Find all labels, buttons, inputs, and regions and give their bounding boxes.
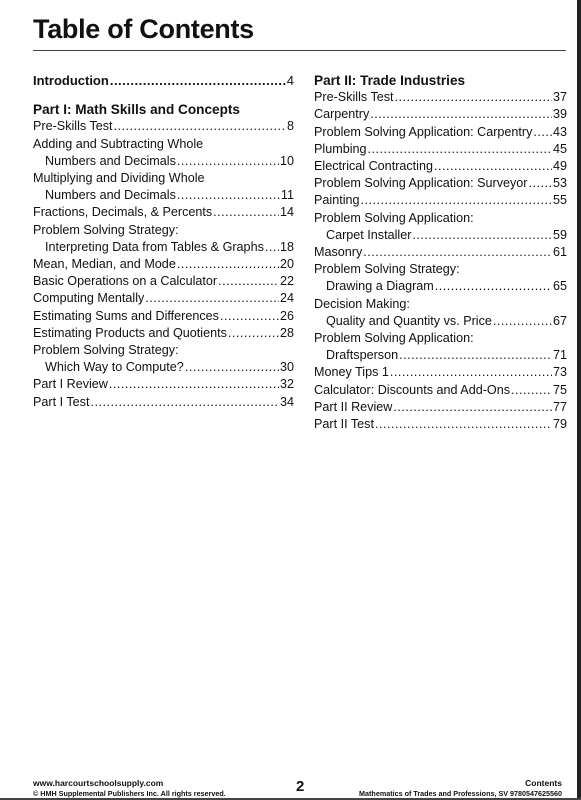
dot-leader <box>395 89 552 106</box>
part2-heading: Part II: Trade Industries <box>314 73 466 88</box>
toc-entry <box>33 239 294 256</box>
entry-page: 4 <box>286 73 294 88</box>
entry-line1: Problem Solving Strategy: <box>33 222 179 237</box>
entry-line1: Problem Solving Strategy: <box>314 262 460 277</box>
dot-leader <box>390 364 552 381</box>
entry-page: 28 <box>279 325 294 340</box>
entry-title: Drawing a Diagram <box>326 279 434 294</box>
entry-title: Estimating Products and Quotients <box>33 325 227 340</box>
right-column <box>314 72 567 433</box>
entry-line1: Adding and Subtracting Whole <box>33 136 204 151</box>
dot-leader <box>110 72 286 89</box>
entry-page: 8 <box>286 119 294 134</box>
entry-title: Part II Test <box>314 417 374 432</box>
toc-entry <box>33 118 294 135</box>
entry-page: 65 <box>552 279 567 294</box>
entry-title: Introduction <box>33 73 109 88</box>
entry-title: Quality and Quantity vs. Price <box>326 313 492 328</box>
entry-page: 75 <box>552 382 567 397</box>
dot-leader <box>370 106 552 123</box>
toc-entry <box>33 153 294 170</box>
entry-page: 67 <box>552 313 567 328</box>
entry-line1: Multiplying and Dividing Whole <box>33 171 205 186</box>
entry-page: 30 <box>279 360 294 375</box>
dot-leader <box>213 204 279 221</box>
entry-page: 71 <box>552 348 567 363</box>
dot-leader <box>529 175 552 192</box>
dot-leader <box>185 359 279 376</box>
toc-entry <box>33 325 294 342</box>
left-column <box>33 72 294 411</box>
entry-page: 10 <box>279 153 294 168</box>
entry-title: Problem Solving Application: Carpentry <box>314 124 533 139</box>
entry-title: Fractions, Decimals, & Percents <box>33 205 213 220</box>
entry-title: Carpet Installer <box>326 227 412 242</box>
entry-page: 11 <box>280 188 294 203</box>
footer-section: Contents <box>525 778 562 788</box>
dot-leader <box>228 325 279 342</box>
dot-leader <box>368 141 552 158</box>
entry-title: Which Way to Compute? <box>45 360 184 375</box>
dot-leader <box>412 227 552 244</box>
entry-title: Plumbing <box>314 141 367 156</box>
toc-entry <box>33 273 294 290</box>
entry-title: Interpreting Data from Tables & Graphs <box>45 239 264 254</box>
toc-entry <box>314 382 567 399</box>
dot-leader <box>177 153 279 170</box>
toc-entry <box>314 227 567 244</box>
entry-title: Masonry <box>314 245 363 260</box>
dot-leader <box>393 399 552 416</box>
dot-leader <box>493 313 552 330</box>
entry-line1: Problem Solving Application: <box>314 210 474 225</box>
entry-title: Money Tips 1 <box>314 365 389 380</box>
toc-entry <box>314 399 567 416</box>
toc-entry <box>314 106 567 123</box>
entry-title: Carpentry <box>314 107 370 122</box>
toc-entry <box>314 124 567 141</box>
toc-entry <box>33 308 294 325</box>
entry-title: Numbers and Decimals <box>45 153 176 168</box>
entry-title: Problem Solving Application: Surveyor <box>314 176 528 191</box>
page-footer <box>0 776 577 800</box>
toc-entry <box>314 313 567 330</box>
entry-page: 37 <box>552 90 567 105</box>
entry-page: 34 <box>279 394 294 409</box>
entry-title: Basic Operations on a Calculator <box>33 274 218 289</box>
toc-entry <box>33 359 294 376</box>
dot-leader <box>265 239 279 256</box>
entry-title: Pre-Skills Test <box>33 119 113 134</box>
dot-leader <box>90 394 279 411</box>
entry-page: 73 <box>552 365 567 380</box>
entry-title: Calculator: Discounts and Add-Ons <box>314 382 511 397</box>
entry-title: Numbers and Decimals <box>45 188 176 203</box>
dot-leader <box>145 290 279 307</box>
dot-leader <box>375 416 552 433</box>
entry-line1: Problem Solving Application: <box>314 331 474 346</box>
dot-leader <box>109 376 279 393</box>
entry-title: Electrical Contracting <box>314 159 433 174</box>
entry-page: 55 <box>552 193 567 208</box>
dot-leader <box>361 192 552 209</box>
entry-line1: Problem Solving Strategy: <box>33 343 179 358</box>
entry-page: 45 <box>552 141 567 156</box>
entry-title: Mean, Median, and Mode <box>33 257 176 272</box>
entry-title: Painting <box>314 193 360 208</box>
entry-page: 20 <box>279 257 294 272</box>
entry-page: 39 <box>552 107 567 122</box>
toc-entry <box>33 394 294 411</box>
entry-title: Part II Review <box>314 399 393 414</box>
toc-entry-introduction <box>33 72 294 89</box>
dot-leader <box>218 273 279 290</box>
footer-book-title: Mathematics of Trades and Professions, SV 9780547625560 <box>359 789 562 798</box>
page-edge-right <box>577 0 581 800</box>
entry-page: 14 <box>279 205 294 220</box>
entry-page: 53 <box>552 176 567 191</box>
toc-entry <box>33 256 294 273</box>
dot-leader <box>363 244 552 261</box>
footer-url: www.harcourtschoolsupply.com <box>33 778 164 788</box>
entry-title: Part I Test <box>33 394 90 409</box>
dot-leader <box>434 158 552 175</box>
part1-heading: Part I: Math Skills and Concepts <box>33 102 240 118</box>
entry-title: Computing Mentally <box>33 291 145 306</box>
toc-entry <box>314 416 567 433</box>
entry-page: 32 <box>279 377 294 392</box>
entry-title: Pre-Skills Test <box>314 90 394 105</box>
entry-page: 22 <box>279 274 294 289</box>
toc-entry <box>33 290 294 307</box>
dot-leader <box>114 118 286 135</box>
dot-leader <box>177 256 279 273</box>
dot-leader <box>511 382 552 399</box>
toc-entry <box>314 244 567 261</box>
toc-entry <box>33 204 294 221</box>
entry-page: 43 <box>552 124 567 139</box>
toc-entry <box>314 89 567 106</box>
toc-entry <box>314 347 567 364</box>
toc-entry <box>314 364 567 381</box>
entry-line1: Decision Making: <box>314 296 410 311</box>
dot-leader <box>533 124 552 141</box>
toc-entry <box>314 278 567 295</box>
dot-leader <box>399 347 552 364</box>
entry-page: 49 <box>552 159 567 174</box>
footer-copyright: © HMH Supplemental Publishers Inc. All rights reserved. <box>33 789 226 798</box>
entry-page: 77 <box>552 399 567 414</box>
toc-entry <box>314 192 567 209</box>
page-number: 2 <box>296 778 305 795</box>
entry-page: 24 <box>279 291 294 306</box>
dot-leader <box>435 278 552 295</box>
entry-page: 26 <box>279 308 294 323</box>
entry-title: Estimating Sums and Differences <box>33 308 219 323</box>
entry-page: 18 <box>279 239 294 254</box>
entry-page: 79 <box>552 417 567 432</box>
toc-entry <box>314 175 567 192</box>
dot-leader <box>177 187 280 204</box>
dot-leader <box>220 308 279 325</box>
entry-title: Draftsperson <box>326 348 399 363</box>
title-rule <box>33 50 566 51</box>
toc-entry <box>314 158 567 175</box>
toc-entry <box>33 376 294 393</box>
entry-page: 59 <box>552 227 567 242</box>
entry-page: 61 <box>552 245 567 260</box>
toc-entry <box>314 141 567 158</box>
page-title: Table of Contents <box>33 14 254 44</box>
entry-title: Part I Review <box>33 377 108 392</box>
toc-entry <box>33 187 294 204</box>
